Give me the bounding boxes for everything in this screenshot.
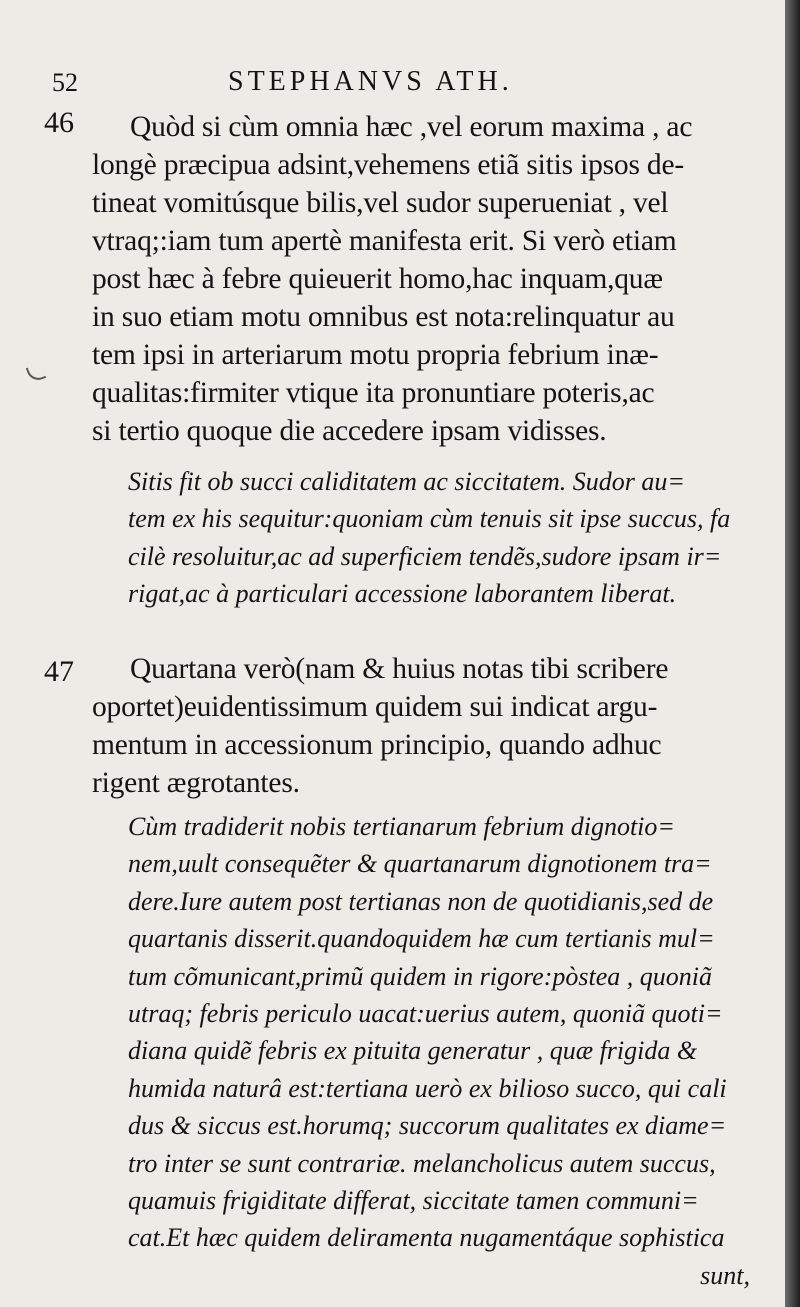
text-line: Quartana verò(nam & huius notas tibi scribere <box>130 653 669 685</box>
page-edge-shadow <box>785 0 800 1307</box>
commentary <box>128 808 768 1294</box>
commentary-line: Cùm tradiderit nobis tertianarum febrium dignotio= <box>128 812 675 841</box>
commentary-line: tro inter se sunt contrariæ. melancholicus autem succus, <box>128 1148 716 1178</box>
commentary <box>128 463 768 613</box>
text-line: post hæc à febre quieuerit homo,hac inquam,quæ <box>92 263 663 295</box>
commentary-line: quamuis frigiditate differat, siccitate tamen communi= <box>128 1185 699 1215</box>
margin-mark-icon <box>26 363 47 384</box>
section-text <box>92 650 772 802</box>
text-line: tem ipsi in arteriarum motu propria febrium inæ- <box>92 339 659 371</box>
text-line: oportet)euidentissimum quidem sui indicat argu- <box>92 691 658 723</box>
commentary-line: cilè resoluitur,ac ad superficiem tendẽs,sudore ipsam ir= <box>128 541 722 571</box>
commentary-line: utraq; febris periculo uacat:uerius autem, quoniã quoti= <box>128 998 723 1028</box>
commentary-line: quartanis disserit.quandoquidem hæ cum tertianis mul= <box>128 924 715 954</box>
text-line: qualitas:firmiter vtique ita pronuntiare poteris,ac <box>92 377 655 409</box>
commentary-line: dere.Iure autem post tertianas non de quotidianis,sed de <box>128 886 714 916</box>
commentary-line: rigat,ac à particulari accessione laborantem liberat. <box>128 579 677 609</box>
text-line: rigent ægrotantes. <box>92 767 300 799</box>
commentary-line: dus & siccus est.horumq; succorum qualitates ex diame= <box>128 1111 727 1141</box>
text-line: tineat vomitúsque bilis,vel sudor superueniat , vel <box>92 187 669 219</box>
text-line: longè præcipua adsint,vehemens etiã sitis ipsos de- <box>92 149 684 181</box>
text-line: mentum in accessionum principio, quando adhuc <box>92 729 662 761</box>
text-line: vtraq;:iam tum apertè manifesta erit. Si verò etiam <box>92 225 677 257</box>
commentary-line: humida naturâ est:tertiana uerò ex bilioso succo, qui cali <box>128 1073 727 1103</box>
commentary-line: cat.Et hæc quidem deliramenta nugamentáque sophistica <box>128 1223 725 1253</box>
commentary-line: Sitis fit ob succi caliditatem ac siccitatem. Sudor au= <box>128 467 685 496</box>
commentary-line: diana quidẽ febris ex pituita generatur , quæ frigida & <box>128 1036 698 1066</box>
section-number: 46 <box>44 106 74 139</box>
section-text <box>92 108 772 450</box>
commentary-line: tem ex his sequitur:quoniam cùm tenuis sit ipse succus, fa <box>128 504 731 534</box>
commentary-line: sunt, <box>700 1260 750 1290</box>
running-head: STEPHANVS ATH. <box>228 66 513 97</box>
text-line: si tertio quoque die accedere ipsam vidisses. <box>92 415 607 447</box>
text-line: Quòd si cùm omnia hæc ,vel eorum maxima , ac <box>130 111 693 143</box>
page-header <box>52 60 752 100</box>
section-number: 47 <box>44 655 74 688</box>
page-number: 52 <box>52 68 78 97</box>
commentary-line: tum cõmunicant,primũ quidem in rigore:pòstea , quoniã <box>128 961 712 991</box>
text-line: in suo etiam motu omnibus est nota:relinquatur au <box>92 301 675 333</box>
commentary-line: nem,uult consequẽter & quartanarum dignotionem tra= <box>128 849 712 879</box>
